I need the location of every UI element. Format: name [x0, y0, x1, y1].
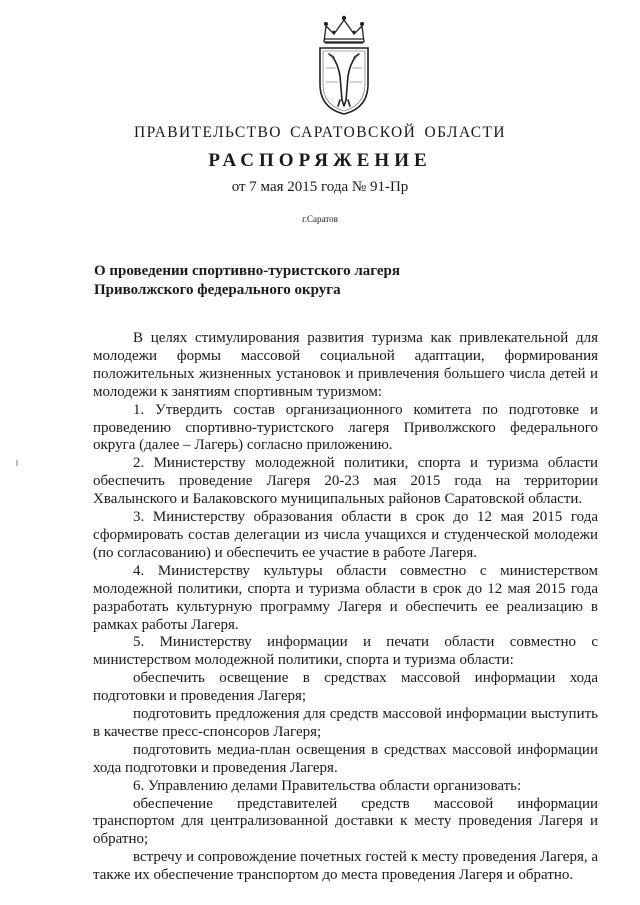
coat-of-arms-icon — [312, 12, 376, 116]
subject-line: О проведении спортивно-туристского лагеря — [94, 263, 401, 279]
paragraph-subitem: обеспечить освещение в средствах массовой информации хода подготовки и проведения Лагеря; — [93, 670, 598, 705]
paragraph-subitem: встречу и сопровождение почетных гостей к месту проведения Лагеря, а также их обеспечение транспортом до места проведения Лагеря и обратно. — [93, 849, 599, 884]
paragraph-item-1: 1. Утвердить состав организационного комитета по подготовке и проведению спортивно-туристского лагеря Приволжского федерального округа (далее – Лагерь) согласно приложению. — [93, 401, 598, 454]
paragraph-item-3: 3. Министерству образования области в срок до 12 мая 2015 года сформировать состав делегации из числа учащихся и студенческой молодежи (по согласованию) и обеспечить ее участие в работе Лагеря. — [93, 509, 598, 561]
document-type: РАСПОРЯЖЕНИЕ — [208, 150, 432, 171]
paragraph-subitem: подготовить медиа-план освещения в средствах массовой информации хода подготовки и проведения Лагеря. — [93, 741, 598, 776]
paragraph-subitem: подготовить предложения для средств массовой информации выступить в качестве пресс-спонсоров Лагеря; — [93, 706, 598, 740]
paragraph-item-6: 6. Управлению делами Правительства области организовать: — [133, 777, 522, 794]
paragraph-item-2: 2. Министерству молодежной политики, спорта и туризма области обеспечить проведение Лагеря 20-23 мая 2015 года на территории Хвалынского и Балаковского муниципальных районов Саратовской области. — [93, 455, 598, 508]
document-city: г.Саратов — [302, 214, 338, 224]
document-body — [93, 330, 598, 885]
paragraph-subitem: обеспечение представителей средств массовой информации транспортом для централизованной доставки к месту проведения Лагеря и обратно; — [93, 795, 598, 848]
government-title: ПРАВИТЕЛЬСТВО САРАТОВСКОЙ ОБЛАСТИ — [134, 124, 506, 141]
scan-margin-mark — [16, 460, 18, 466]
document-subject — [94, 262, 494, 300]
paragraph-item-5: 5. Министерству информации и печати области совместно с министерством молодежной политики, спорта и туризма области: — [93, 634, 598, 669]
document-date-number: от 7 мая 2015 года № 91-Пр — [231, 179, 409, 195]
paragraph-item-4: 4. Министерству культуры области совместно с министерством молодежной политики, спорта и туризма области в срок до 12 мая 2015 года разработать культурную программу Лагеря и обеспечить ее реализацию в рамках работы Лагеря. — [93, 562, 598, 633]
paragraph-preamble: В целях стимулирования развития туризма как привлекательной для молодежи формы массовой социальной адаптации, формирования положительных жизненных установок и привлечения большего числа детей и молодежи к занятиям спортивным туризмом: — [93, 330, 598, 400]
subject-line: Приволжского федерального округа — [94, 282, 341, 298]
